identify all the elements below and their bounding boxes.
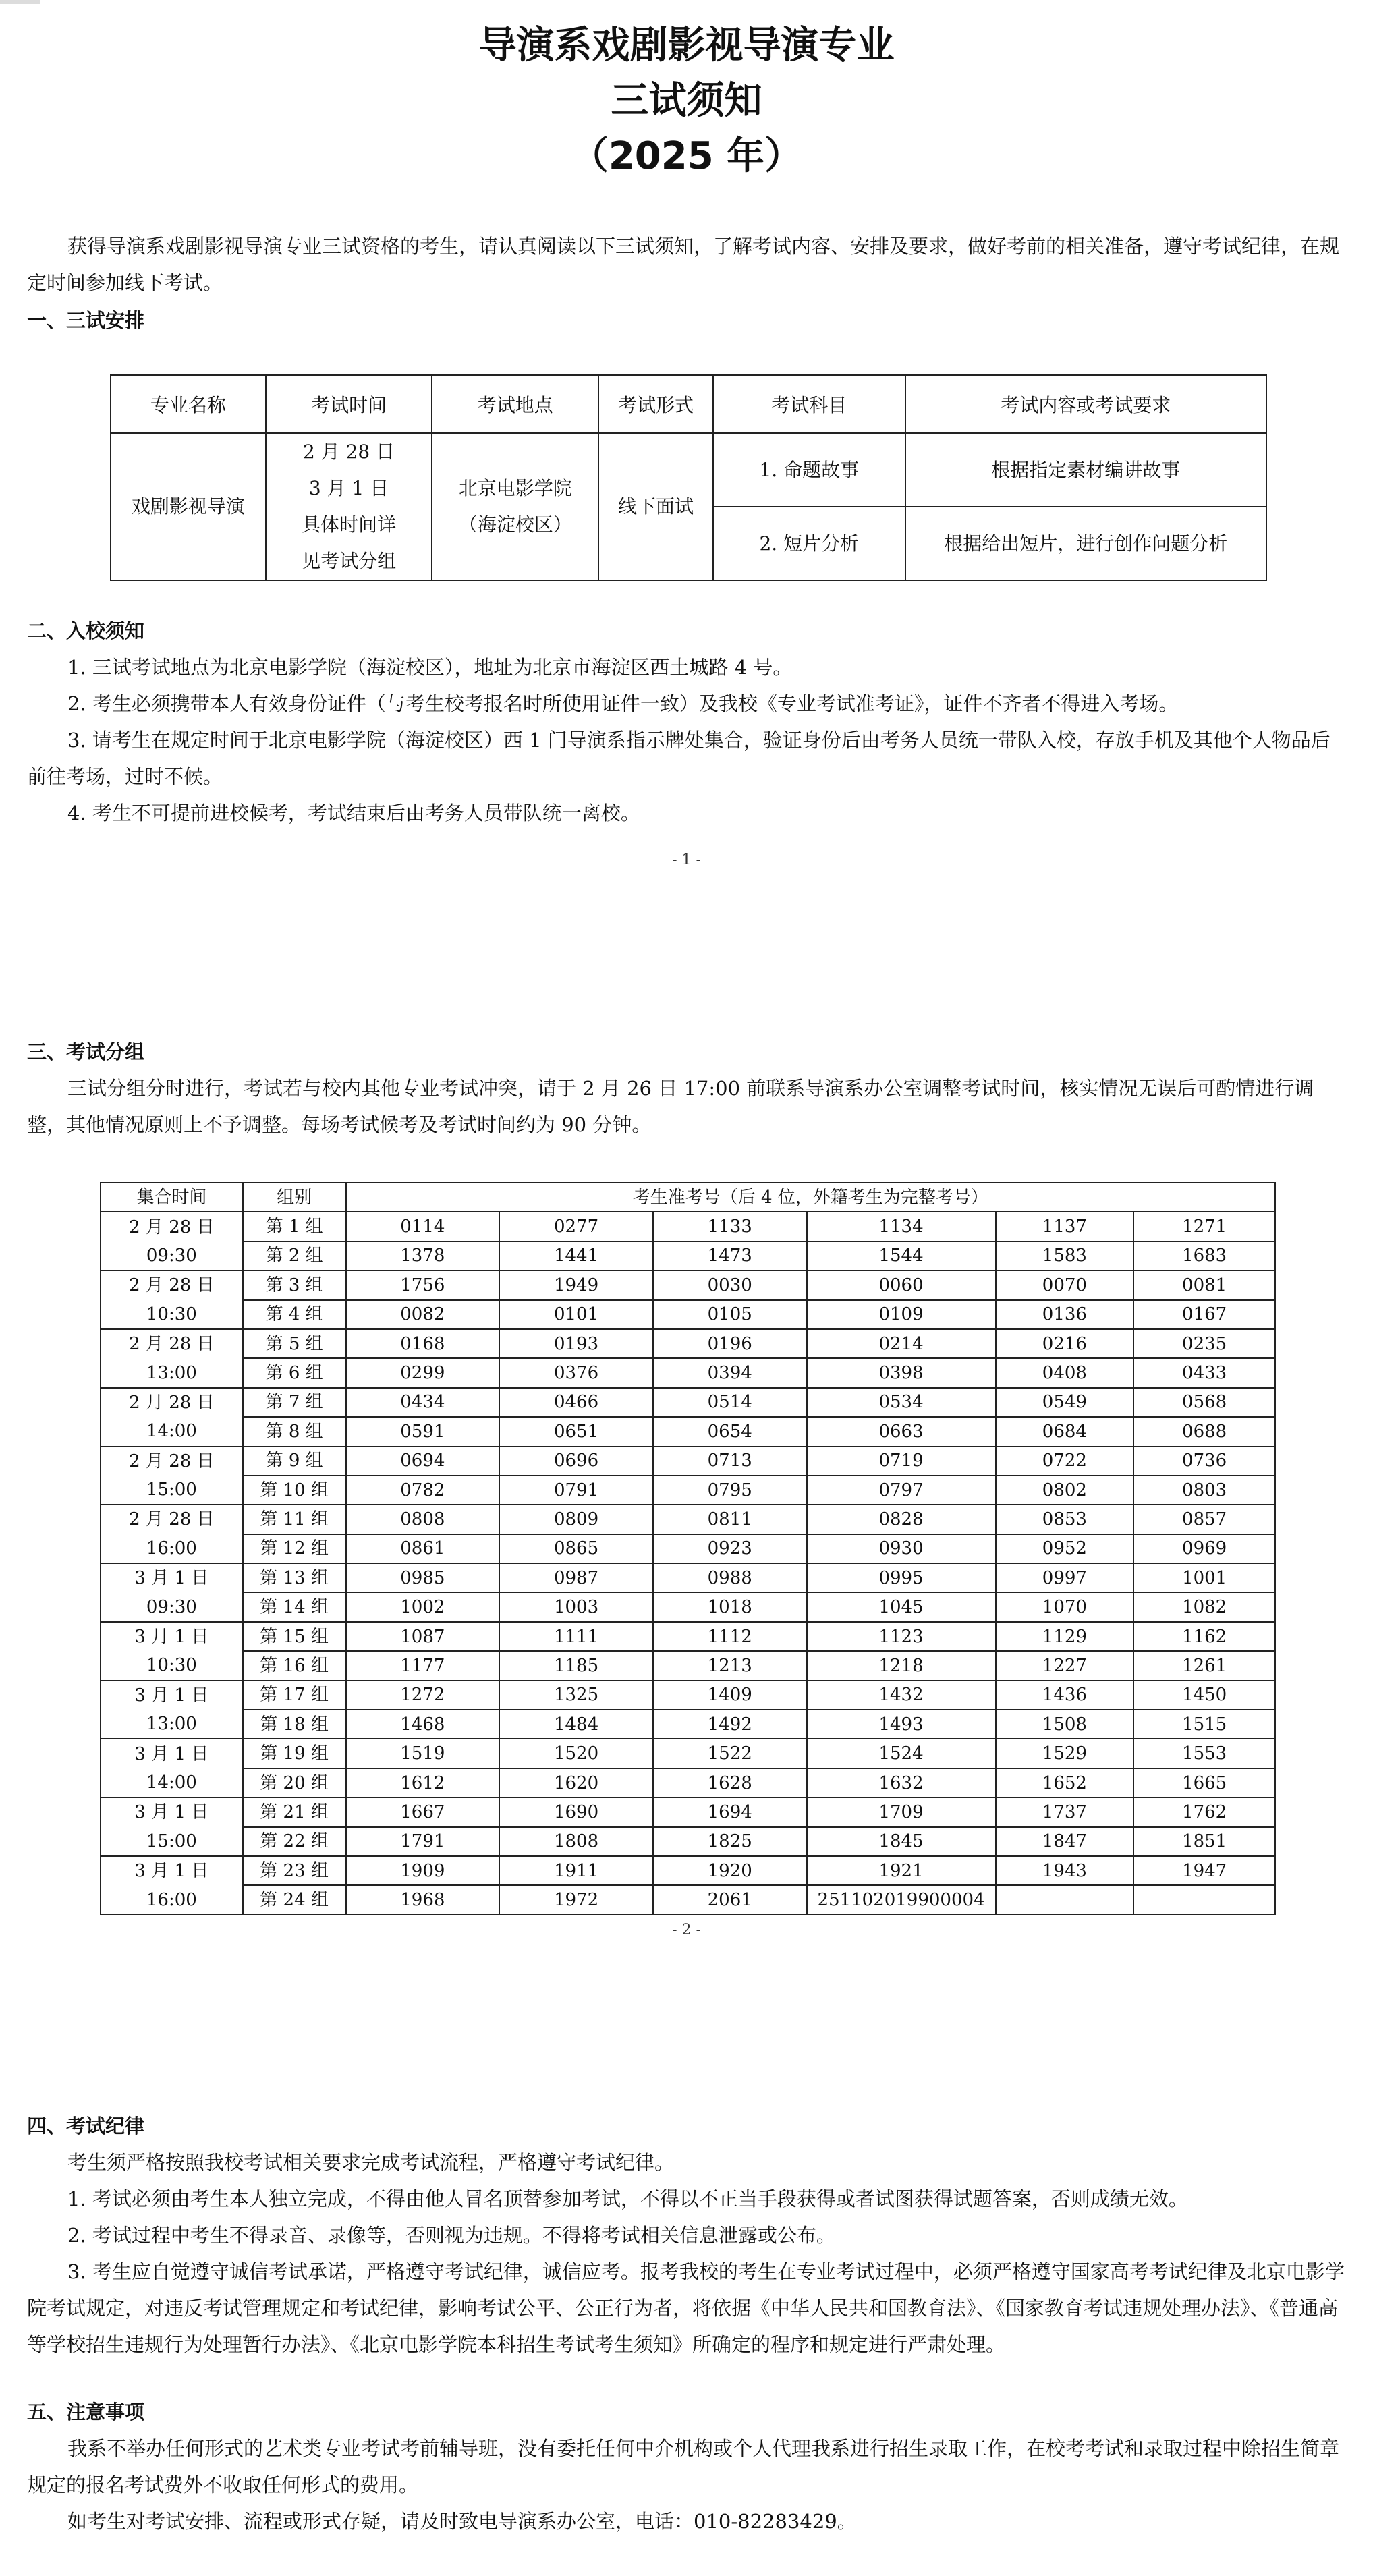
candidate-id: 0802 <box>996 1476 1134 1505</box>
group-name: 第 20 组 <box>243 1768 346 1797</box>
candidate-id: 1473 <box>653 1241 807 1270</box>
group-row <box>101 1827 1275 1856</box>
candidate-id: 0811 <box>653 1505 807 1534</box>
time-line: 见考试分组 <box>302 550 397 572</box>
header-group: 组别 <box>243 1183 346 1212</box>
candidate-id: 1620 <box>499 1768 653 1797</box>
candidate-id: 1943 <box>996 1856 1134 1885</box>
candidate-id: 1519 <box>346 1739 500 1768</box>
candidate-id: 1271 <box>1133 1212 1275 1241</box>
notice-item: 如考生对考试安排、流程或形式存疑，请及时致电导演系办公室，电话：010-82283429。 <box>67 2510 857 2533</box>
candidate-id: 0060 <box>807 1270 996 1299</box>
gather-date: 3 月 1 日 <box>101 1681 243 1710</box>
group-row <box>101 1739 1275 1768</box>
candidate-id: 1667 <box>346 1797 500 1826</box>
notice-item: 我系不举办任何形式的艺术类专业考试考前辅导班，没有委托任何中介机构或个人代理我系进行招生录取工作，在校考考试和录取过程中除招生简章规定的报名考试费外不收取任何形式的费用。 <box>27 2437 1340 2496</box>
candidate-id: 0070 <box>996 1270 1134 1299</box>
candidate-id: 1325 <box>499 1681 653 1710</box>
candidate-id: 0030 <box>653 1270 807 1299</box>
group-name: 第 22 组 <box>243 1827 346 1856</box>
group-name: 第 7 组 <box>243 1388 346 1417</box>
cell-time <box>266 433 432 580</box>
candidate-id: 0997 <box>996 1563 1134 1592</box>
gather-time: 09:30 <box>101 1592 243 1621</box>
group-name: 第 6 组 <box>243 1358 346 1387</box>
candidate-id: 1213 <box>653 1651 807 1680</box>
group-row <box>101 1447 1275 1476</box>
candidate-id: 0299 <box>346 1358 500 1387</box>
header-gather-time: 集合时间 <box>101 1183 243 1212</box>
candidate-id: 1791 <box>346 1827 500 1856</box>
group-row <box>101 1270 1275 1299</box>
group-row <box>101 1329 1275 1358</box>
cell-requirement: 根据给出短片，进行创作问题分析 <box>905 507 1266 580</box>
candidate-id: 0196 <box>653 1329 807 1358</box>
group-row <box>101 1212 1275 1241</box>
group-name: 第 10 组 <box>243 1476 346 1505</box>
candidate-id: 0853 <box>996 1505 1134 1534</box>
candidate-id: 1949 <box>499 1270 653 1299</box>
time-line: 3 月 1 日 <box>308 477 389 499</box>
group-row <box>101 1241 1275 1270</box>
candidate-id: 1612 <box>346 1768 500 1797</box>
candidate-id: 0568 <box>1133 1388 1275 1417</box>
candidate-id: 0985 <box>346 1563 500 1592</box>
candidate-id: 1450 <box>1133 1681 1275 1710</box>
gather-time: 16:00 <box>101 1534 243 1563</box>
gather-time: 16:00 <box>101 1885 243 1914</box>
header-time: 考试时间 <box>266 375 432 433</box>
candidate-id: 1111 <box>499 1622 653 1651</box>
candidate-id: 1112 <box>653 1622 807 1651</box>
candidate-id: 0688 <box>1133 1417 1275 1446</box>
candidate-id: 1972 <box>499 1885 653 1914</box>
entry-rule-item: 2. 考生必须携带本人有效身份证件（与考生校考报名时所使用证件一致）及我校《专业考试准考证》，证件不齐者不得进入考场。 <box>67 692 1179 715</box>
candidate-id: 1762 <box>1133 1797 1275 1826</box>
group-name: 第 8 组 <box>243 1417 346 1446</box>
candidate-id: 0809 <box>499 1505 653 1534</box>
gather-date: 2 月 28 日 <box>101 1270 243 1299</box>
candidate-id: 1683 <box>1133 1241 1275 1270</box>
candidate-id: 0534 <box>807 1388 996 1417</box>
candidate-id: 0684 <box>996 1417 1134 1446</box>
arrangement-row <box>111 433 1266 507</box>
gather-time: 14:00 <box>101 1768 243 1797</box>
header-form: 考试形式 <box>598 375 713 433</box>
candidate-id: 1082 <box>1133 1592 1275 1621</box>
group-name: 第 14 组 <box>243 1592 346 1621</box>
candidate-id: 251102019900004 <box>807 1885 996 1914</box>
candidate-id: 0394 <box>653 1358 807 1387</box>
candidate-id: 0167 <box>1133 1300 1275 1329</box>
candidate-id: 0795 <box>653 1476 807 1505</box>
group-name: 第 15 组 <box>243 1622 346 1651</box>
time-line: 具体时间详 <box>302 513 397 536</box>
group-row <box>101 1505 1275 1534</box>
group-name: 第 16 组 <box>243 1651 346 1680</box>
candidate-id: 0828 <box>807 1505 996 1534</box>
candidate-id: 1709 <box>807 1797 996 1826</box>
candidate-id: 1218 <box>807 1651 996 1680</box>
candidate-id: 0136 <box>996 1300 1134 1329</box>
group-row <box>101 1358 1275 1387</box>
gather-date: 3 月 1 日 <box>101 1856 243 1885</box>
section4-heading: 四、考试纪律 <box>27 2115 145 2137</box>
candidate-id: 1177 <box>346 1651 500 1680</box>
candidate-id: 1845 <box>807 1827 996 1856</box>
candidate-id: 0696 <box>499 1447 653 1476</box>
gather-date: 3 月 1 日 <box>101 1797 243 1826</box>
candidate-id: 1129 <box>996 1622 1134 1651</box>
candidate-id: 0713 <box>653 1447 807 1476</box>
candidate-id: 1920 <box>653 1856 807 1885</box>
candidate-id <box>996 1885 1134 1914</box>
candidate-id: 0514 <box>653 1388 807 1417</box>
candidate-id: 1137 <box>996 1212 1134 1241</box>
candidate-id: 0791 <box>499 1476 653 1505</box>
group-name: 第 1 组 <box>243 1212 346 1241</box>
header-major: 专业名称 <box>111 375 266 433</box>
exam-group-table <box>100 1182 1276 1915</box>
candidate-id: 1968 <box>346 1885 500 1914</box>
candidate-id: 0081 <box>1133 1270 1275 1299</box>
gather-date: 3 月 1 日 <box>101 1739 243 1768</box>
candidate-id: 1261 <box>1133 1651 1275 1680</box>
top-edge-mark <box>0 0 40 4</box>
group-name: 第 23 组 <box>243 1856 346 1885</box>
group-row <box>101 1856 1275 1885</box>
candidate-id: 0168 <box>346 1329 500 1358</box>
candidate-id: 1493 <box>807 1710 996 1739</box>
candidate-id: 1134 <box>807 1212 996 1241</box>
candidate-id: 0952 <box>996 1534 1134 1563</box>
candidate-id: 1825 <box>653 1827 807 1856</box>
group-row <box>101 1681 1275 1710</box>
candidate-id: 1737 <box>996 1797 1134 1826</box>
candidate-id: 0434 <box>346 1388 500 1417</box>
place-line: 北京电影学院 <box>458 477 572 499</box>
candidate-id: 1522 <box>653 1739 807 1768</box>
group-name: 第 21 组 <box>243 1797 346 1826</box>
gather-time: 13:00 <box>101 1358 243 1387</box>
candidate-id: 1508 <box>996 1710 1134 1739</box>
candidate-id: 0214 <box>807 1329 996 1358</box>
group-row <box>101 1388 1275 1417</box>
candidate-id: 0861 <box>346 1534 500 1563</box>
candidate-id: 1272 <box>346 1681 500 1710</box>
entry-rule-item: 3. 请考生在规定时间于北京电影学院（海淀校区）西 1 门导演系指示牌处集合，验证身份后由考务人员统一带队入校，存放手机及其他个人物品后前往考场，过时不候。 <box>27 729 1330 788</box>
candidate-id: 1045 <box>807 1592 996 1621</box>
discipline-item: 3. 考生应自觉遵守诚信考试承诺，严格遵守考试纪律，诚信应考。报考我校的考生在专业考试过程中，必须严格遵守国家高考考试纪律及北京电影学院考试规定，对违反考试管理规定和考试纪律，影响考试公平、公正行为者，将依据《中华人民共和国教育法》、《国家教育考试违规处理办法》、《普通高等学校招生违规行为处理暂行办法》、《北京电影学院本科招生考试考生须知》所确定的程序和规定进行严肃处理。 <box>27 2260 1345 2356</box>
gather-time: 15:00 <box>101 1476 243 1505</box>
group-row <box>101 1563 1275 1592</box>
candidate-id: 1529 <box>996 1739 1134 1768</box>
candidate-id: 1909 <box>346 1856 500 1885</box>
group-name: 第 17 组 <box>243 1681 346 1710</box>
candidate-id: 1162 <box>1133 1622 1275 1651</box>
candidate-id: 1441 <box>499 1241 653 1270</box>
group-row <box>101 1797 1275 1826</box>
candidate-id: 0193 <box>499 1329 653 1358</box>
gather-date: 2 月 28 日 <box>101 1388 243 1417</box>
candidate-id: 1468 <box>346 1710 500 1739</box>
exam-arrangement-table <box>110 374 1267 581</box>
candidate-id <box>1133 1885 1275 1914</box>
gather-date: 2 月 28 日 <box>101 1329 243 1358</box>
candidate-id: 1628 <box>653 1768 807 1797</box>
candidate-id: 0277 <box>499 1212 653 1241</box>
header-place: 考试地点 <box>432 375 598 433</box>
candidate-id: 1018 <box>653 1592 807 1621</box>
candidate-id: 0987 <box>499 1563 653 1592</box>
candidate-id: 1515 <box>1133 1710 1275 1739</box>
candidate-id: 1087 <box>346 1622 500 1651</box>
candidate-id: 0663 <box>807 1417 996 1446</box>
section3-paragraph: 三试分组分时进行，考试若与校内其他专业考试冲突，请于 2 月 26 日 17:00 前联系导演系办公室调整考试时间，核实情况无误后可酌情进行调整，其他情况原则上不予调整。每场考试候考及考试时间约为 90 分钟。 <box>27 1077 1314 1136</box>
gather-date: 3 月 1 日 <box>101 1563 243 1592</box>
candidate-id: 0466 <box>499 1388 653 1417</box>
group-row <box>101 1885 1275 1914</box>
header-requirement: 考试内容或考试要求 <box>905 375 1266 433</box>
group-row <box>101 1534 1275 1563</box>
candidate-id: 0216 <box>996 1329 1134 1358</box>
candidate-id: 1665 <box>1133 1768 1275 1797</box>
group-name: 第 18 组 <box>243 1710 346 1739</box>
cell-requirement: 根据指定素材编讲故事 <box>905 433 1266 507</box>
candidate-id: 1847 <box>996 1827 1134 1856</box>
candidate-id: 0651 <box>499 1417 653 1446</box>
group-name: 第 4 组 <box>243 1300 346 1329</box>
candidate-id: 0722 <box>996 1447 1134 1476</box>
group-name: 第 3 组 <box>243 1270 346 1299</box>
section3-heading: 三、考试分组 <box>27 1040 145 1063</box>
candidate-id: 1436 <box>996 1681 1134 1710</box>
discipline-item: 1. 考试必须由考生本人独立完成，不得由他人冒名顶替参加考试，不得以不正当手段获得或者试图获得试题答案，否则成绩无效。 <box>67 2187 1188 2210</box>
page-number: - 1 - <box>672 851 701 868</box>
candidate-id: 1492 <box>653 1710 807 1739</box>
candidate-id: 1652 <box>996 1768 1134 1797</box>
group-row <box>101 1710 1275 1739</box>
candidate-id: 0719 <box>807 1447 996 1476</box>
group-row <box>101 1651 1275 1680</box>
time-line: 2 月 28 日 <box>302 441 395 463</box>
candidate-id: 0433 <box>1133 1358 1275 1387</box>
gather-time: 13:00 <box>101 1710 243 1739</box>
candidate-id: 1432 <box>807 1681 996 1710</box>
candidate-id: 0101 <box>499 1300 653 1329</box>
candidate-id: 1947 <box>1133 1856 1275 1885</box>
candidate-id: 0376 <box>499 1358 653 1387</box>
candidate-id: 0988 <box>653 1563 807 1592</box>
place-line: （海淀校区） <box>458 513 572 536</box>
candidate-id: 1694 <box>653 1797 807 1826</box>
group-name: 第 12 组 <box>243 1534 346 1563</box>
candidate-id: 0694 <box>346 1447 500 1476</box>
group-row <box>101 1768 1275 1797</box>
document-title-line-2: 三试须知 <box>611 79 762 123</box>
candidate-id: 0857 <box>1133 1505 1275 1534</box>
gather-time: 14:00 <box>101 1417 243 1446</box>
gather-time: 15:00 <box>101 1827 243 1856</box>
gather-date: 2 月 28 日 <box>101 1447 243 1476</box>
group-row <box>101 1476 1275 1505</box>
candidate-id: 1544 <box>807 1241 996 1270</box>
candidate-id: 1123 <box>807 1622 996 1651</box>
group-name: 第 11 组 <box>243 1505 346 1534</box>
candidate-id: 0865 <box>499 1534 653 1563</box>
gather-time: 10:30 <box>101 1300 243 1329</box>
candidate-id: 1921 <box>807 1856 996 1885</box>
intro-paragraph: 获得导演系戏剧影视导演专业三试资格的考生，请认真阅读以下三试须知，了解考试内容、安排及要求，做好考前的相关准备，遵守考试纪律，在规定时间参加线下考试。 <box>27 235 1340 294</box>
cell-major: 戏剧影视导演 <box>111 433 266 580</box>
candidate-id: 0549 <box>996 1388 1134 1417</box>
candidate-id: 1553 <box>1133 1739 1275 1768</box>
section5-heading: 五、注意事项 <box>27 2401 145 2424</box>
group-row <box>101 1417 1275 1446</box>
candidate-id: 0109 <box>807 1300 996 1329</box>
candidate-id: 0591 <box>346 1417 500 1446</box>
header-subject: 考试科目 <box>713 375 905 433</box>
candidate-id: 1851 <box>1133 1827 1275 1856</box>
candidate-id: 1484 <box>499 1710 653 1739</box>
candidate-id: 0930 <box>807 1534 996 1563</box>
candidate-id: 1632 <box>807 1768 996 1797</box>
candidate-id: 0408 <box>996 1358 1134 1387</box>
section1-heading: 一、三试安排 <box>27 309 145 332</box>
gather-time: 09:30 <box>101 1241 243 1270</box>
cell-subject: 2. 短片分析 <box>713 507 905 580</box>
candidate-id: 1070 <box>996 1592 1134 1621</box>
candidate-id: 0803 <box>1133 1476 1275 1505</box>
discipline-item: 2. 考试过程中考生不得录音、录像等，否则视为违规。不得将考试相关信息泄露或公布。 <box>67 2224 836 2247</box>
candidate-id: 1001 <box>1133 1563 1275 1592</box>
candidate-id: 1911 <box>499 1856 653 1885</box>
candidate-id: 1227 <box>996 1651 1134 1680</box>
group-name: 第 9 组 <box>243 1447 346 1476</box>
group-name: 第 19 组 <box>243 1739 346 1768</box>
cell-place <box>432 433 598 580</box>
entry-rule-item: 4. 考生不可提前进校候考，考试结束后由考务人员带队统一离校。 <box>67 802 640 824</box>
candidate-id: 1185 <box>499 1651 653 1680</box>
page-number: - 2 - <box>672 1922 701 1938</box>
candidate-id: 0797 <box>807 1476 996 1505</box>
entry-rule-item: 1. 三试考试地点为北京电影学院（海淀校区），地址为北京市海淀区西土城路 4 号。 <box>67 656 793 679</box>
candidate-id: 0782 <box>346 1476 500 1505</box>
header-candidate-ids: 考生准考号（后 4 位，外籍考生为完整考号） <box>346 1183 1276 1212</box>
candidate-id: 0736 <box>1133 1447 1275 1476</box>
group-name: 第 24 组 <box>243 1885 346 1914</box>
candidate-id: 0969 <box>1133 1534 1275 1563</box>
section2-heading: 二、入校须知 <box>27 619 145 642</box>
cell-subject: 1. 命题故事 <box>713 433 905 507</box>
candidate-id: 1409 <box>653 1681 807 1710</box>
candidate-id: 0398 <box>807 1358 996 1387</box>
candidate-id: 1524 <box>807 1739 996 1768</box>
gather-time: 10:30 <box>101 1651 243 1680</box>
candidate-id: 1002 <box>346 1592 500 1621</box>
document-title-line-1: 导演系戏剧影视导演专业 <box>478 24 895 67</box>
discipline-intro: 考生须严格按照我校考试相关要求完成考试流程，严格遵守考试纪律。 <box>67 2151 675 2174</box>
candidate-id: 2061 <box>653 1885 807 1914</box>
group-name: 第 13 组 <box>243 1563 346 1592</box>
candidate-id: 1583 <box>996 1241 1134 1270</box>
group-name: 第 2 组 <box>243 1241 346 1270</box>
candidate-id: 1690 <box>499 1797 653 1826</box>
candidate-id: 1378 <box>346 1241 500 1270</box>
candidate-id: 0923 <box>653 1534 807 1563</box>
gather-date: 2 月 28 日 <box>101 1505 243 1534</box>
candidate-id: 1808 <box>499 1827 653 1856</box>
candidate-id: 0105 <box>653 1300 807 1329</box>
candidate-id: 1520 <box>499 1739 653 1768</box>
candidate-id: 0082 <box>346 1300 500 1329</box>
candidate-id: 1003 <box>499 1592 653 1621</box>
gather-date: 2 月 28 日 <box>101 1212 243 1241</box>
document-title-line-3: （2025 年） <box>570 134 803 178</box>
candidate-id: 0235 <box>1133 1329 1275 1358</box>
candidate-id: 0808 <box>346 1505 500 1534</box>
cell-form: 线下面试 <box>598 433 713 580</box>
candidate-id: 0114 <box>346 1212 500 1241</box>
candidate-id: 0995 <box>807 1563 996 1592</box>
arrangement-header-row <box>111 375 1266 433</box>
group-header-row <box>101 1183 1275 1212</box>
group-row <box>101 1622 1275 1651</box>
candidate-id: 1133 <box>653 1212 807 1241</box>
gather-date: 3 月 1 日 <box>101 1622 243 1651</box>
group-row <box>101 1592 1275 1621</box>
candidate-id: 0654 <box>653 1417 807 1446</box>
group-row <box>101 1300 1275 1329</box>
group-name: 第 5 组 <box>243 1329 346 1358</box>
candidate-id: 1756 <box>346 1270 500 1299</box>
